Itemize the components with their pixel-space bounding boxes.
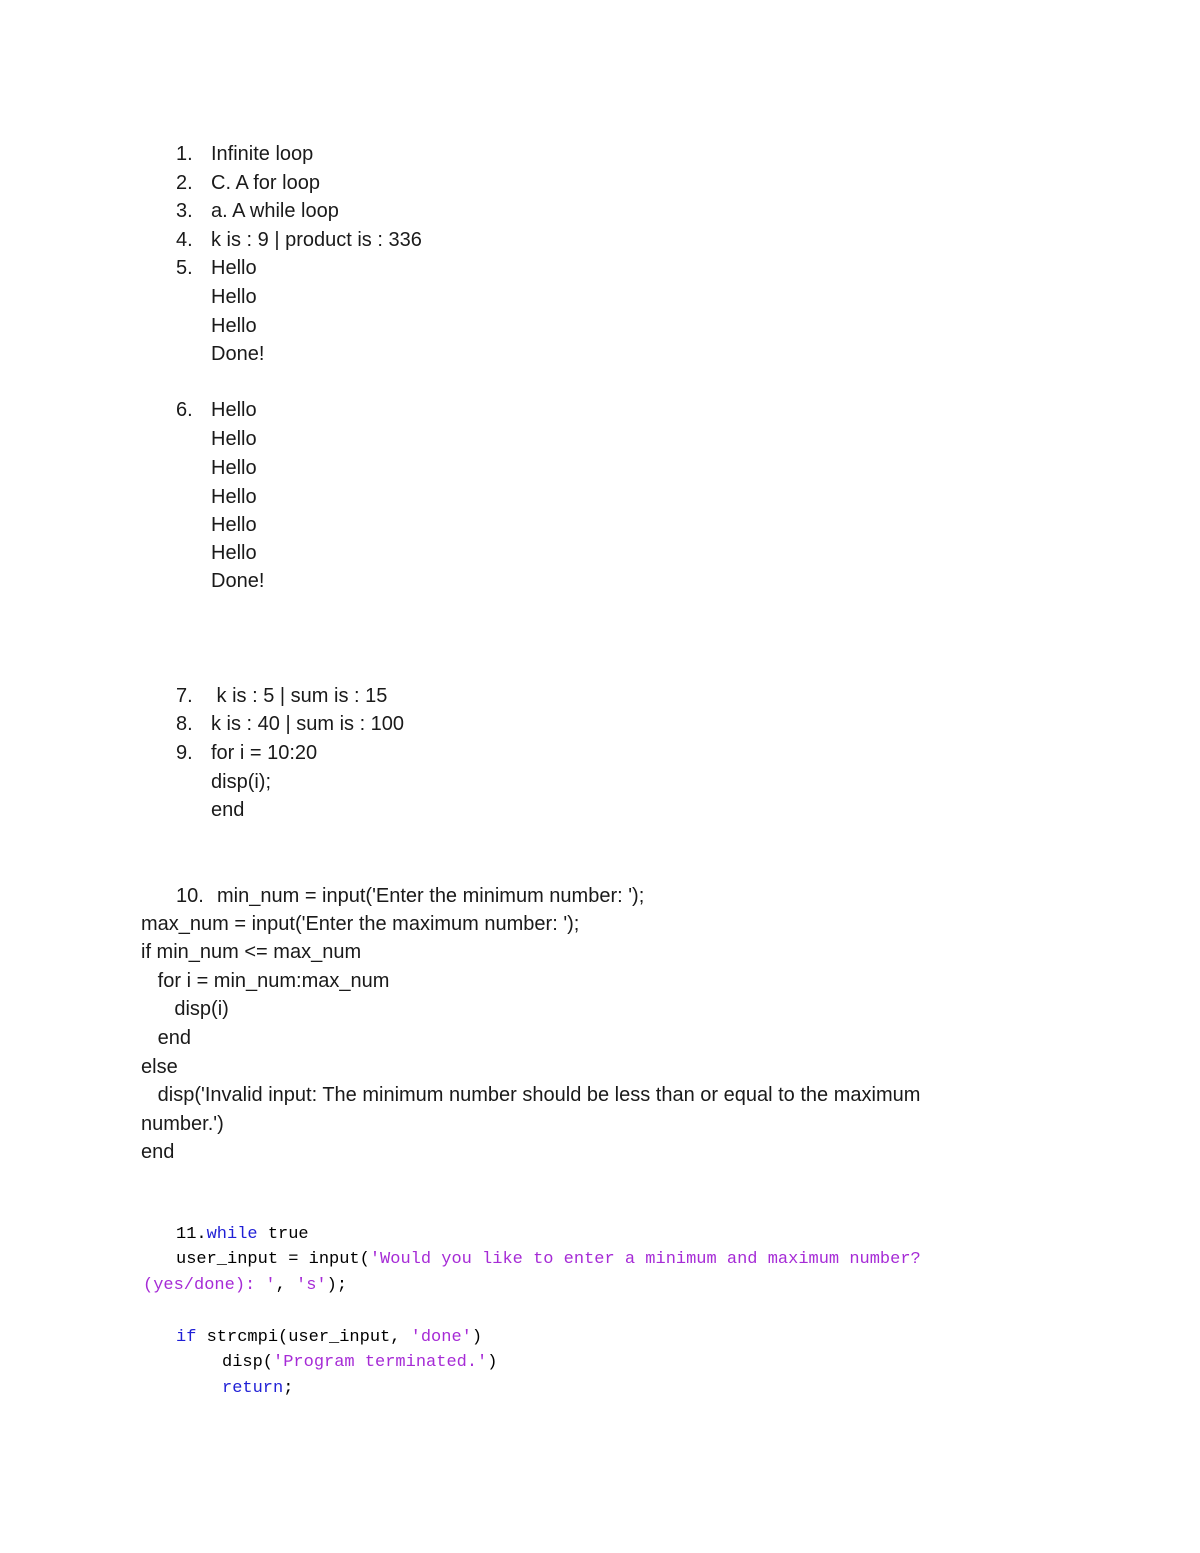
answer-10-line: else bbox=[141, 1056, 178, 1078]
answer-7: k is : 5 | sum is : 15 bbox=[211, 685, 388, 707]
answer-6-line: Hello bbox=[211, 514, 257, 536]
answer-6-line: Hello bbox=[211, 486, 257, 508]
answer-6-line: Hello bbox=[211, 542, 257, 564]
code-string-prompt: 'Would you like to enter a minimum and maximum number? bbox=[369, 1250, 921, 1269]
keyword-if: if bbox=[176, 1328, 197, 1347]
answer-10-line: max_num = input('Enter the maximum number: '); bbox=[141, 913, 580, 935]
answer-4: k is : 9 | product is : 336 bbox=[211, 229, 422, 251]
answer-6-line: Hello bbox=[211, 428, 257, 450]
answer-5-line: Done! bbox=[211, 343, 265, 365]
code-string-terminated: 'Program terminated.' bbox=[273, 1353, 488, 1372]
answer-10-first-line: min_num = input('Enter the minimum number: '); bbox=[217, 885, 645, 907]
code-disp-end: ) bbox=[487, 1353, 498, 1372]
code-disp: disp( bbox=[222, 1353, 274, 1372]
answer-11-line-disp bbox=[222, 1352, 497, 1374]
answer-5-line: Hello bbox=[211, 315, 257, 337]
answer-5-line: Hello bbox=[211, 257, 257, 279]
item-number: 9. bbox=[176, 742, 193, 764]
item-number: 4. bbox=[176, 229, 193, 251]
answer-6-line: Done! bbox=[211, 570, 265, 592]
answer-2: C. A for loop bbox=[211, 172, 320, 194]
answer-11-line-return bbox=[222, 1378, 293, 1400]
item-number: 8. bbox=[176, 713, 193, 735]
answer-10-line: end bbox=[141, 1027, 192, 1049]
answer-9-line: end bbox=[211, 799, 245, 821]
answer-11-line-input bbox=[176, 1249, 921, 1271]
answer-9-line: for i = 10:20 bbox=[211, 742, 318, 764]
code-end-paren: ); bbox=[326, 1276, 348, 1295]
answer-6-line: Hello bbox=[211, 457, 257, 479]
item-number: 5. bbox=[176, 257, 193, 279]
code-input-prefix: user_input = input( bbox=[176, 1250, 370, 1269]
code-comma: , bbox=[275, 1276, 297, 1295]
code-strcmpi: strcmpi(user_input, bbox=[196, 1328, 411, 1347]
answer-3: a. A while loop bbox=[211, 200, 339, 222]
answer-10-line: disp(i) bbox=[141, 998, 229, 1020]
code-semicolon: ; bbox=[283, 1379, 294, 1398]
answer-10-line: end bbox=[141, 1141, 175, 1163]
answer-11-line-input-cont bbox=[143, 1275, 347, 1297]
answer-11-line-while bbox=[176, 1224, 309, 1246]
item-number: 10. bbox=[176, 885, 204, 907]
answer-10-line: if min_num <= max_num bbox=[141, 941, 362, 963]
answer-8: k is : 40 | sum is : 100 bbox=[211, 713, 405, 735]
answer-9-line: disp(i); bbox=[211, 771, 272, 793]
answer-10-line: disp('Invalid input: The minimum number should be less than or equal to the maximum bbox=[141, 1084, 921, 1106]
code-true: true bbox=[257, 1225, 309, 1244]
code-string-s: 's' bbox=[296, 1276, 327, 1295]
answer-6-line: Hello bbox=[211, 399, 257, 421]
answer-11-line-if bbox=[176, 1327, 482, 1349]
keyword-while: while bbox=[206, 1225, 258, 1244]
item-number: 6. bbox=[176, 399, 193, 421]
item-number: 1. bbox=[176, 143, 193, 165]
code-string-prompt-cont: (yes/done): ' bbox=[143, 1276, 276, 1295]
code-if-end: ) bbox=[471, 1328, 483, 1347]
item-number: 7. bbox=[176, 685, 193, 707]
answer-10-line: for i = min_num:max_num bbox=[141, 970, 390, 992]
answer-10-line: number.') bbox=[141, 1113, 224, 1135]
item-number: 3. bbox=[176, 200, 193, 222]
answer-1: Infinite loop bbox=[211, 143, 314, 165]
answer-5-line: Hello bbox=[211, 286, 257, 308]
item-number: 11. bbox=[176, 1225, 207, 1244]
code-string-done: 'done' bbox=[410, 1328, 472, 1347]
keyword-return: return bbox=[222, 1379, 284, 1398]
item-number: 2. bbox=[176, 172, 193, 194]
